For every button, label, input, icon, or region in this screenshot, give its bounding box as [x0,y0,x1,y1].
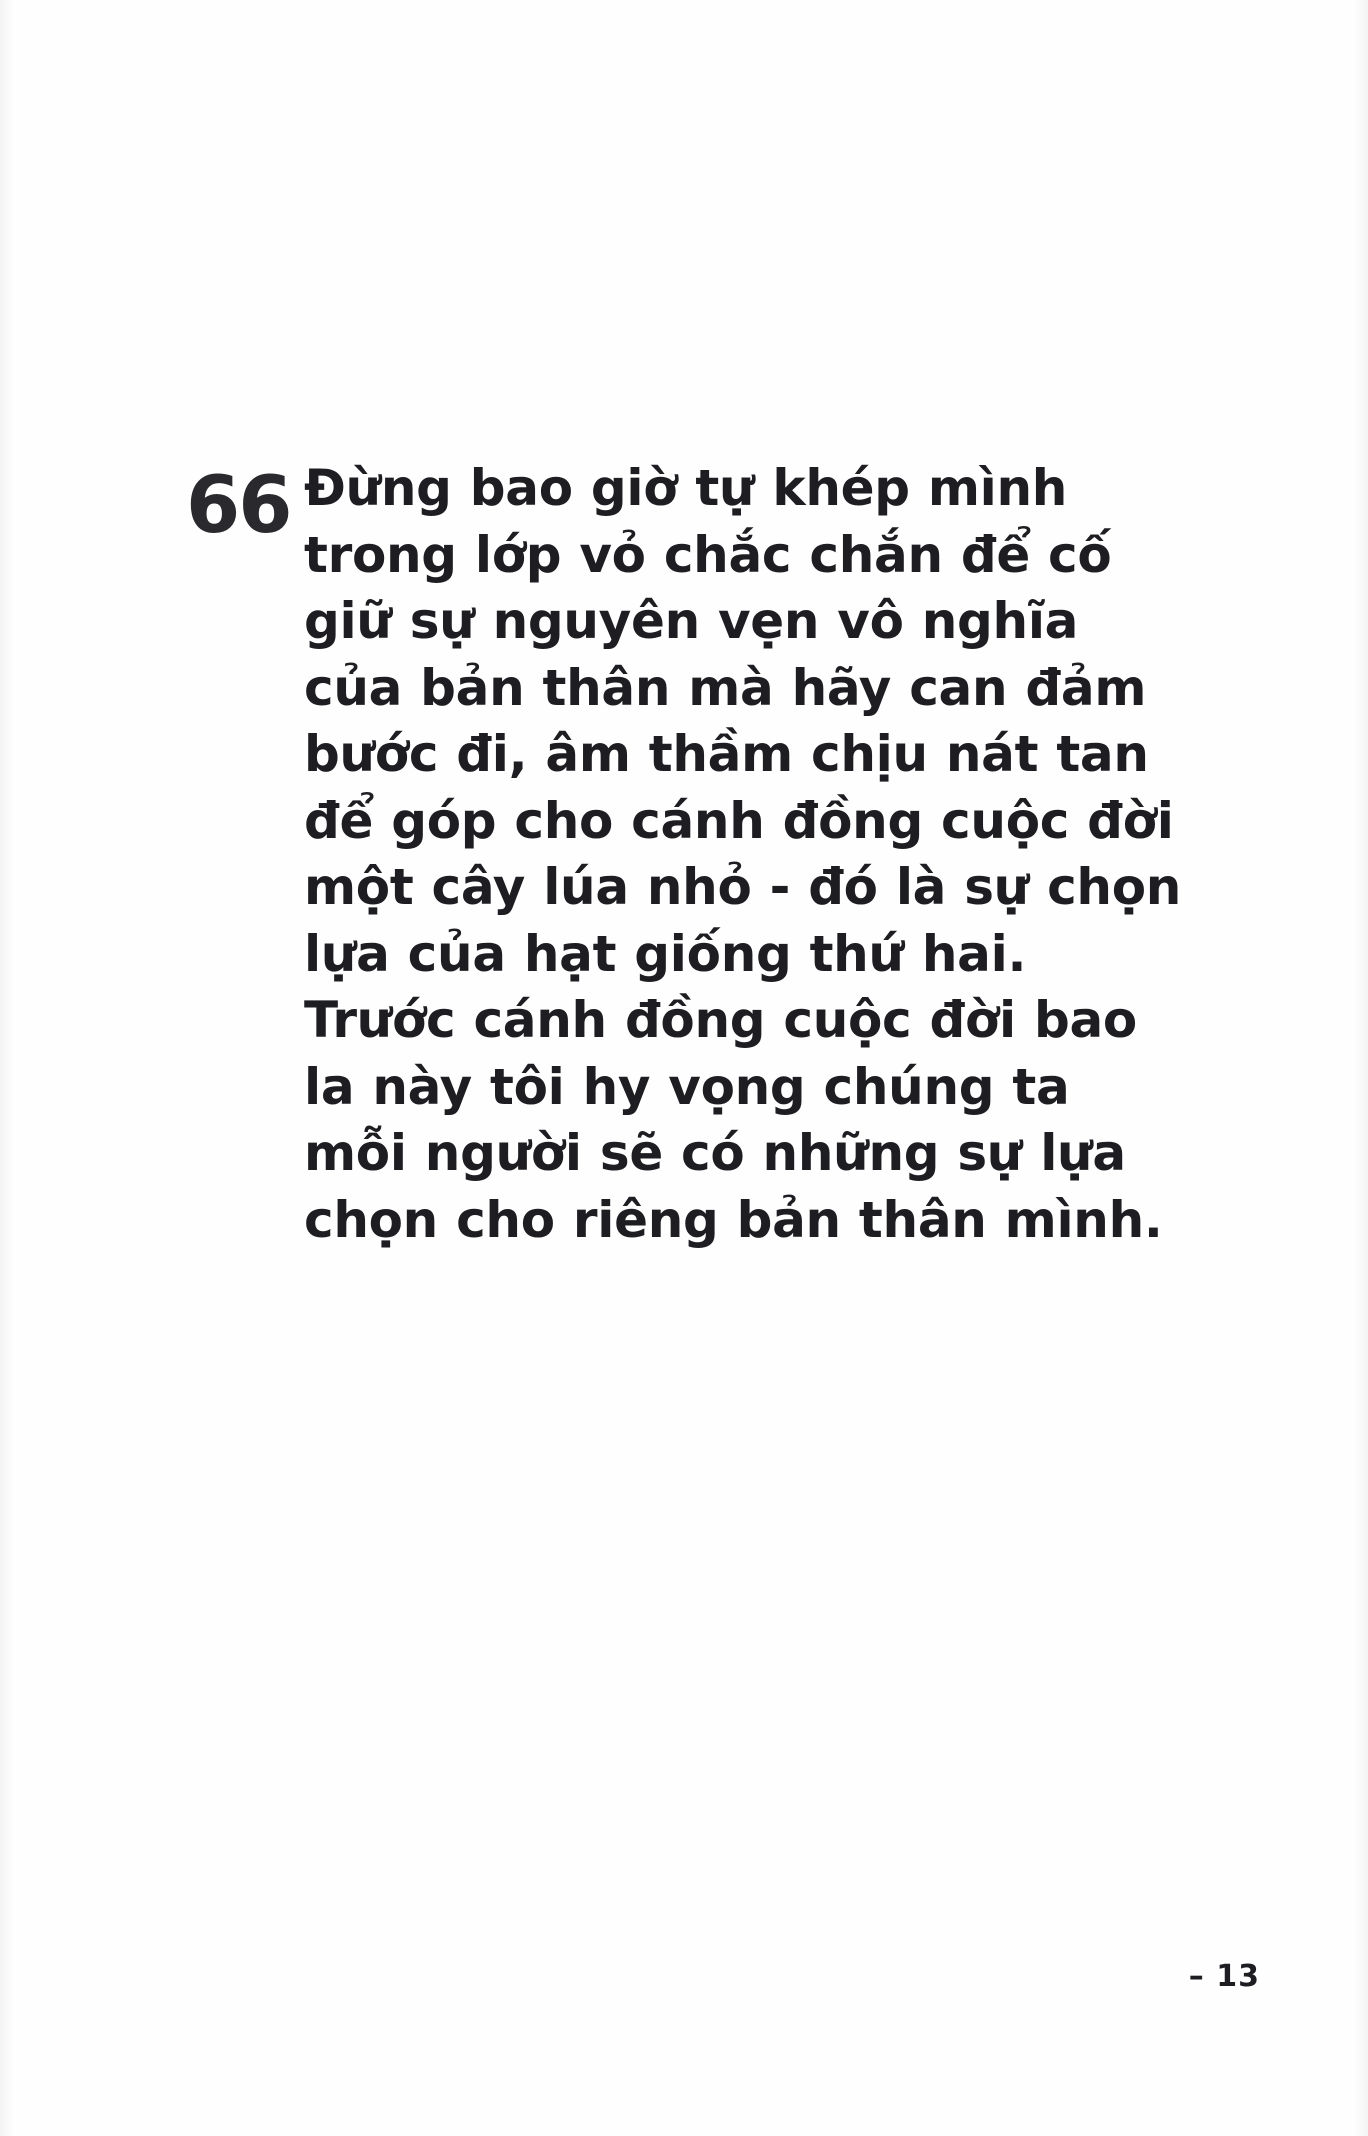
quote-open-icon: 66 [186,461,291,551]
page-number: – 13 [1188,1959,1260,1994]
quote-block [186,455,1186,1253]
quote-text: Đừng bao giờ tự khép mình trong lớp vỏ chắc chắn để cố giữ sự nguyên vẹn vô nghĩa của bản thân mà hãy can đảm bước đi, âm thầm chịu nát tan để góp cho cánh đồng cuộc đời một cây lúa nhỏ - đó là sự chọn lựa của hạt giống thứ hai. Trước cánh đồng cuộc đời bao la này tôi hy vọng chúng ta mỗi người sẽ có những sự lựa chọn cho riêng bản thân mình. [304,459,1182,1249]
